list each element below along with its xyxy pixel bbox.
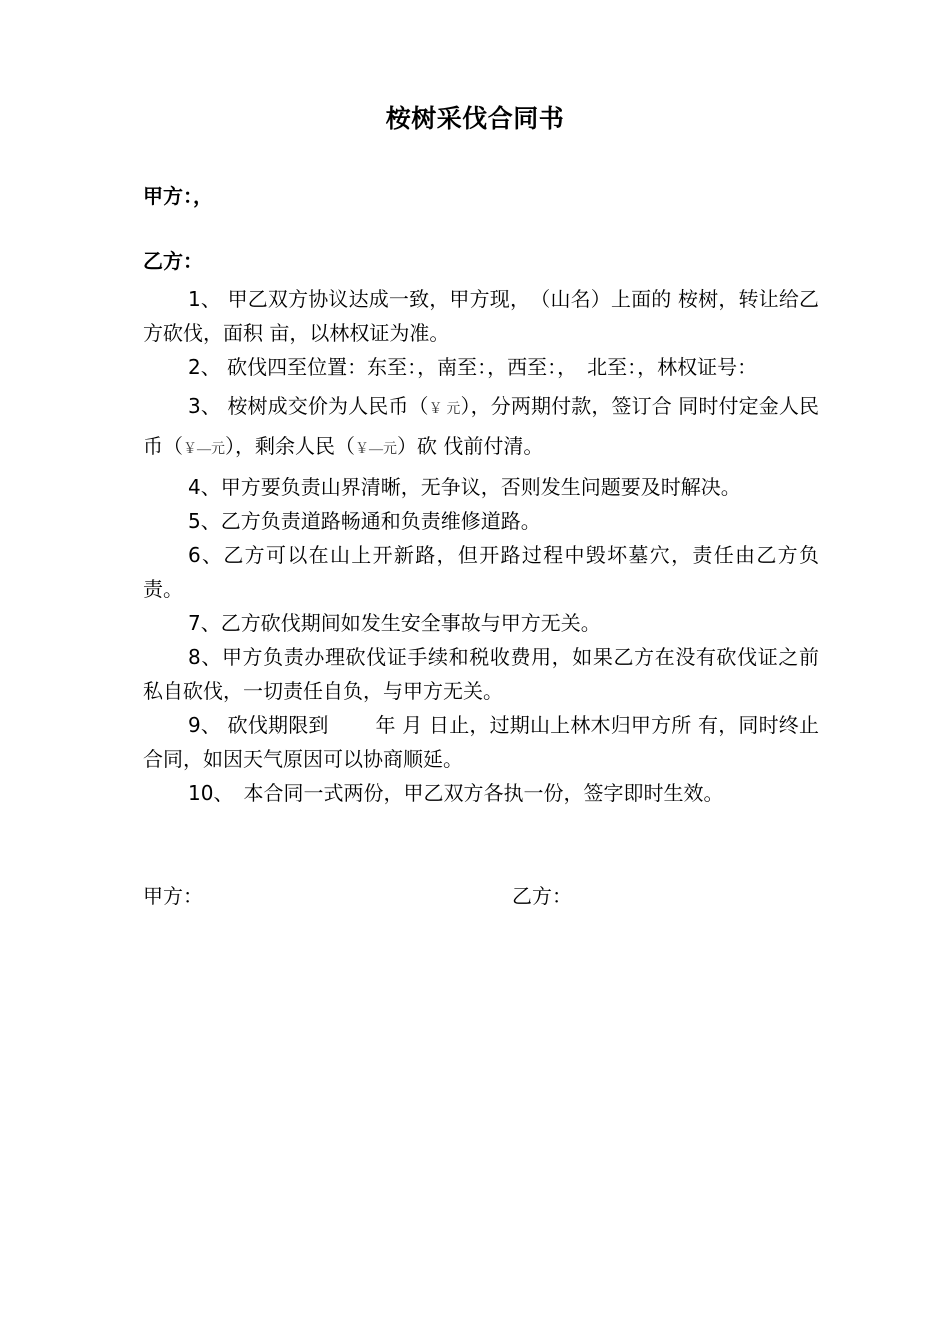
document-title: 桉树采伐合同书: [385, 104, 565, 133]
clause-3-text-4: ）砍 伐前付清。: [397, 434, 544, 458]
party-b-signature-label: 乙方：: [512, 884, 572, 908]
clause-list: [143, 282, 819, 810]
remaining-amount: ￥—元: [355, 442, 397, 457]
clause-8: 8、甲方负责办理砍伐证手续和税收费用，如果乙方在没有砍伐证之前私自砍伐，一切责任自负，与甲方无关。: [143, 645, 819, 703]
clause-3: [143, 388, 819, 468]
clause-5: 5、乙方负责道路畅通和负责维修道路。: [188, 509, 541, 533]
clause-3-text-2: ），分两期付款，签订合 同时付定金人民币（: [143, 394, 819, 458]
party-a-signature-label: 甲方：: [143, 884, 203, 908]
clause-6: 6、乙方可以在山上开新路，但开路过程中毁坏墓穴，责任由乙方负责。: [143, 543, 819, 601]
clause-3-text-3: ），剩余人民（: [225, 434, 355, 458]
clause-10: 10、 本合同一式两份，甲乙双方各执一份，签字即时生效。: [188, 781, 724, 805]
clause-2: 2、 砍伐四至位置：东至：，南至：，西至：， 北至：，林权证号：: [188, 355, 758, 379]
clause-4: 4、甲方要负责山界清晰，无争议，否则发生问题要及时解决。: [188, 475, 741, 499]
party-a-heading: 甲方：，: [143, 184, 213, 208]
clause-9: 9、 砍伐期限到 年 月 日止，过期山上林木归甲方所 有，同时终止合同，如因天气原因可以协商顺延。: [143, 713, 819, 771]
party-b-heading: 乙方：: [143, 249, 203, 273]
clause-1: 1、 甲乙双方协议达成一致，甲方现， （山名）上面的 桉树，转让给乙方砍伐，面积 亩，以林权证为准。: [143, 287, 819, 345]
price-total-amount: ￥ 元: [428, 402, 461, 417]
deposit-amount: ￥—元: [183, 442, 225, 457]
clause-3-text-1: 3、 桉树成交价为人民币（: [188, 394, 429, 418]
clause-7: 7、乙方砍伐期间如发生安全事故与甲方无关。: [188, 611, 601, 635]
